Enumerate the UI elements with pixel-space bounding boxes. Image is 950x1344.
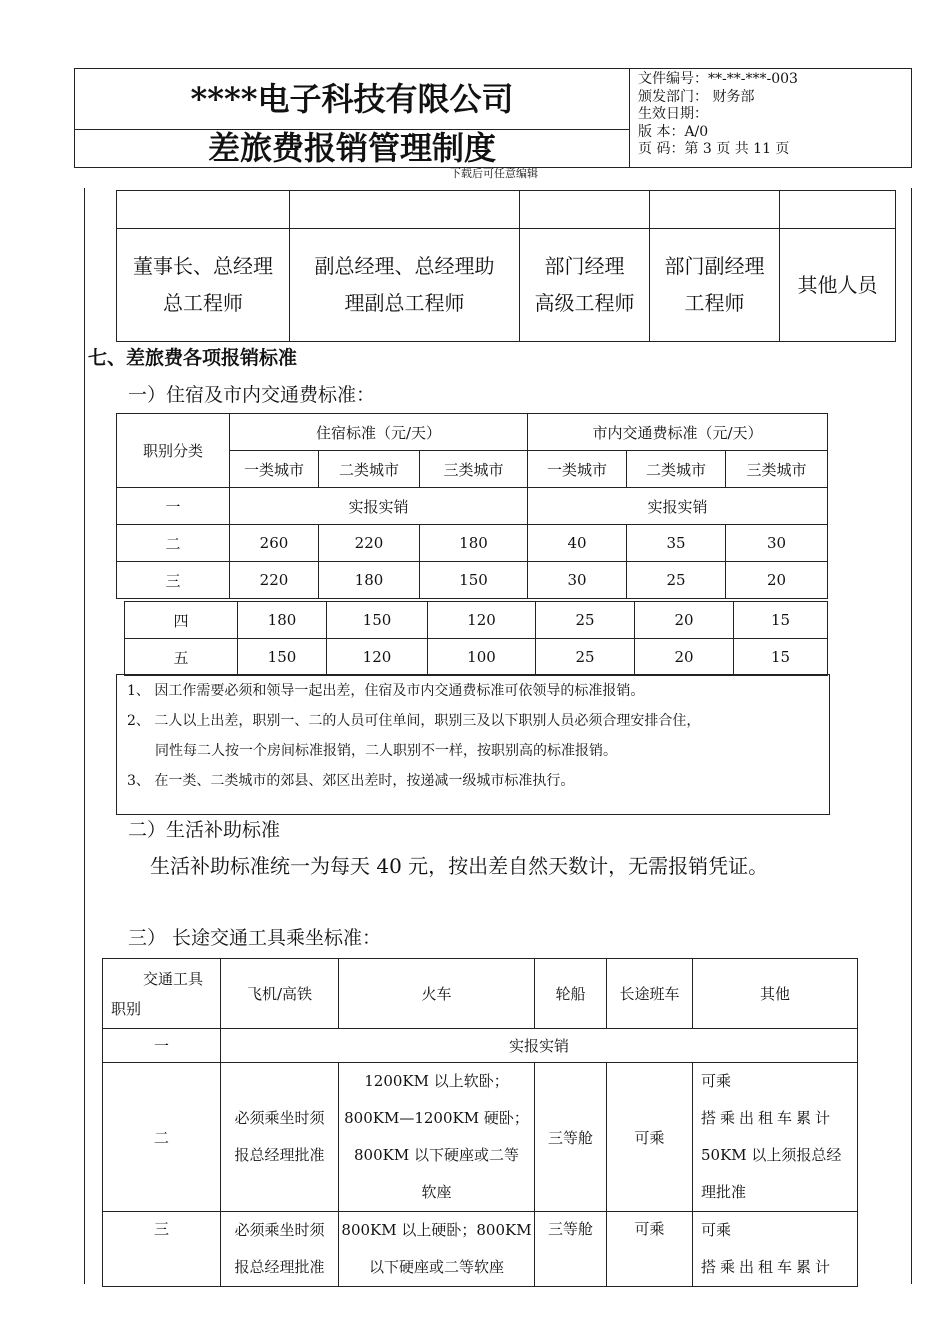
lodging-notes xyxy=(116,674,830,815)
other-rule xyxy=(693,1212,858,1287)
rule-line: 以下硬座或二等软座 xyxy=(368,1258,504,1276)
rank-label: 二 xyxy=(103,1063,221,1212)
rule-line: 1200KM 以上软卧； xyxy=(364,1072,509,1090)
meta-doc-number: 文件编号：**-**-***-003 xyxy=(638,71,798,87)
download-note: 下载后可任意编辑 xyxy=(450,167,538,180)
value-cell: 220 xyxy=(230,562,319,599)
rule-line: 搭乘出租车累计 xyxy=(701,1109,835,1127)
lodging-table xyxy=(116,413,828,599)
rule-line: 50KM 以上须报总经 xyxy=(701,1146,842,1164)
city-class-header: 三类城市 xyxy=(726,451,828,488)
rule-line: 800KM 以上硬卧；800KM xyxy=(341,1221,532,1239)
section-heading: 七、差旅费各项报销标准 xyxy=(88,347,298,369)
header-bus: 长途班车 xyxy=(607,959,693,1029)
rank-label: 四 xyxy=(125,602,238,639)
rank-label: 一 xyxy=(117,488,230,525)
rank-text: 董事长、总经理 xyxy=(133,254,273,278)
corner-header xyxy=(103,959,221,1029)
value-cell: 120 xyxy=(327,639,428,676)
rank-table xyxy=(116,190,896,342)
value-cell: 20 xyxy=(635,602,734,639)
value-cell: 260 xyxy=(230,525,319,562)
value-cell: 15 xyxy=(734,602,828,639)
rank-cell-empty xyxy=(117,191,290,229)
note-item: 2、 二人以上出差，职别一、二的人员可住单间，职别三及以下职别人员必须合理安排合住， xyxy=(127,713,701,729)
rank-text: 高级工程师 xyxy=(534,291,635,315)
value-cell: 150 xyxy=(420,562,528,599)
header-train: 火车 xyxy=(339,959,535,1029)
rank-cell-empty xyxy=(290,191,520,229)
train-rule xyxy=(339,1212,535,1287)
rank-cell xyxy=(290,229,520,342)
value-cell: 30 xyxy=(528,562,627,599)
rank-cell xyxy=(650,229,780,342)
rule-line: 800KM 以下硬座或二等 xyxy=(354,1146,519,1164)
rule-line: 可乘 xyxy=(701,1072,732,1090)
col-transport-header: 市内交通费标准（元/天） xyxy=(528,414,828,451)
rank-cell xyxy=(117,229,290,342)
bus-rule: 可乘 xyxy=(607,1212,693,1287)
value-cell: 30 xyxy=(726,525,828,562)
rank-text: 部门副经理 xyxy=(664,254,765,278)
col-lodging-header: 住宿标准（元/天） xyxy=(230,414,528,451)
value-cell: 25 xyxy=(536,602,635,639)
note-item: 同性每二人按一个房间标准报销，二人职别不一样，按职别高的标准报销。 xyxy=(155,743,617,759)
rank-text: 总工程师 xyxy=(163,291,243,315)
rank-text: 副总经理、总经理助 xyxy=(314,254,495,278)
meta-department: 颁发部门： 财务部 xyxy=(638,88,755,105)
ship-rule: 三等舱 xyxy=(535,1212,607,1287)
transport-table xyxy=(102,958,858,1287)
document-title: 差旅费报销管理制度 xyxy=(75,130,630,167)
value-cell: 180 xyxy=(238,602,327,639)
rank-cell xyxy=(520,229,650,342)
value-cell: 180 xyxy=(319,562,420,599)
city-class-header: 二类城市 xyxy=(627,451,726,488)
rule-line: 理批准 xyxy=(701,1183,747,1201)
value-cell: 120 xyxy=(428,602,536,639)
allowance-text: 生活补助标准统一为每天 40 元，按出差自然天数计，无需报销凭证。 xyxy=(150,854,769,878)
rule-line: 搭乘出租车累计 xyxy=(701,1258,835,1276)
rank-label: 三 xyxy=(117,562,230,599)
value-cell: 20 xyxy=(635,639,734,676)
value-cell: 40 xyxy=(528,525,627,562)
actual-reimburse: 实报实销 xyxy=(221,1029,858,1063)
value-cell: 35 xyxy=(627,525,726,562)
corner-top: 交通工具 xyxy=(143,969,204,988)
train-rule xyxy=(339,1063,535,1212)
rule-line: 报总经理批准 xyxy=(234,1258,325,1276)
city-class-header: 三类城市 xyxy=(420,451,528,488)
rank-label: 三 xyxy=(103,1212,221,1287)
page-frame-left xyxy=(84,188,85,1284)
city-class-header: 一类城市 xyxy=(230,451,319,488)
subsection-allowance: 二）生活补助标准 xyxy=(128,819,281,841)
rank-label: 一 xyxy=(103,1029,221,1063)
value-cell: 180 xyxy=(420,525,528,562)
value-cell: 150 xyxy=(327,602,428,639)
note-item: 3、 在一类、二类城市的郊县、郊区出差时，按递减一级城市标准执行。 xyxy=(127,773,575,789)
city-class-header: 二类城市 xyxy=(319,451,420,488)
rank-cell-empty xyxy=(780,191,896,229)
rank-text: 理副总工程师 xyxy=(344,291,465,315)
rank-label: 五 xyxy=(125,639,238,676)
rank-text: 部门经理 xyxy=(544,254,625,278)
other-rule xyxy=(693,1063,858,1212)
rule-line: 必须乘坐时须 xyxy=(234,1109,325,1127)
header-other: 其他 xyxy=(693,959,858,1029)
bus-rule: 可乘 xyxy=(607,1063,693,1212)
document-header xyxy=(74,68,912,168)
rank-label: 二 xyxy=(117,525,230,562)
header-ship: 轮船 xyxy=(535,959,607,1029)
subsection-lodging: 一）住宿及市内交通费标准： xyxy=(128,384,376,406)
rank-cell-empty xyxy=(650,191,780,229)
plane-rule xyxy=(221,1212,339,1287)
actual-reimburse: 实报实销 xyxy=(528,488,828,525)
col-rank-header: 职别分类 xyxy=(117,414,230,488)
rank-cell: 其他人员 xyxy=(780,229,896,342)
subsection-transport: 三） 长途交通工具乘坐标准： xyxy=(128,927,382,949)
rank-cell-empty xyxy=(520,191,650,229)
value-cell: 150 xyxy=(238,639,327,676)
plane-rule xyxy=(221,1063,339,1212)
rule-line: 必须乘坐时须 xyxy=(234,1221,325,1239)
value-cell: 25 xyxy=(627,562,726,599)
value-cell: 15 xyxy=(734,639,828,676)
meta-page: 页 码：第 3 页 共 11 页 xyxy=(638,141,790,157)
value-cell: 25 xyxy=(536,639,635,676)
page-frame-right xyxy=(911,188,912,1284)
value-cell: 20 xyxy=(726,562,828,599)
rank-text: 工程师 xyxy=(684,291,745,315)
header-plane: 飞机/高铁 xyxy=(221,959,339,1029)
rule-line: 软座 xyxy=(421,1183,452,1201)
rule-line: 800KM—1200KM 硬卧； xyxy=(344,1109,529,1127)
rule-line: 报总经理批准 xyxy=(234,1146,325,1164)
meta-version: 版 本：A/0 xyxy=(638,123,709,140)
note-item: 1、 因工作需要必须和领导一起出差，住宿及市内交通费标准可依领导的标准报销。 xyxy=(127,683,645,699)
meta-effective-date: 生效日期： xyxy=(638,106,708,122)
value-cell: 220 xyxy=(319,525,420,562)
city-class-header: 一类城市 xyxy=(528,451,627,488)
document-meta xyxy=(638,71,798,159)
rule-line: 可乘 xyxy=(701,1221,732,1239)
value-cell: 100 xyxy=(428,639,536,676)
corner-bottom: 职别 xyxy=(111,999,142,1018)
ship-rule: 三等舱 xyxy=(535,1063,607,1212)
lodging-table-continued xyxy=(124,601,828,676)
company-name: ****电子科技有限公司 xyxy=(75,69,630,130)
actual-reimburse: 实报实销 xyxy=(230,488,528,525)
